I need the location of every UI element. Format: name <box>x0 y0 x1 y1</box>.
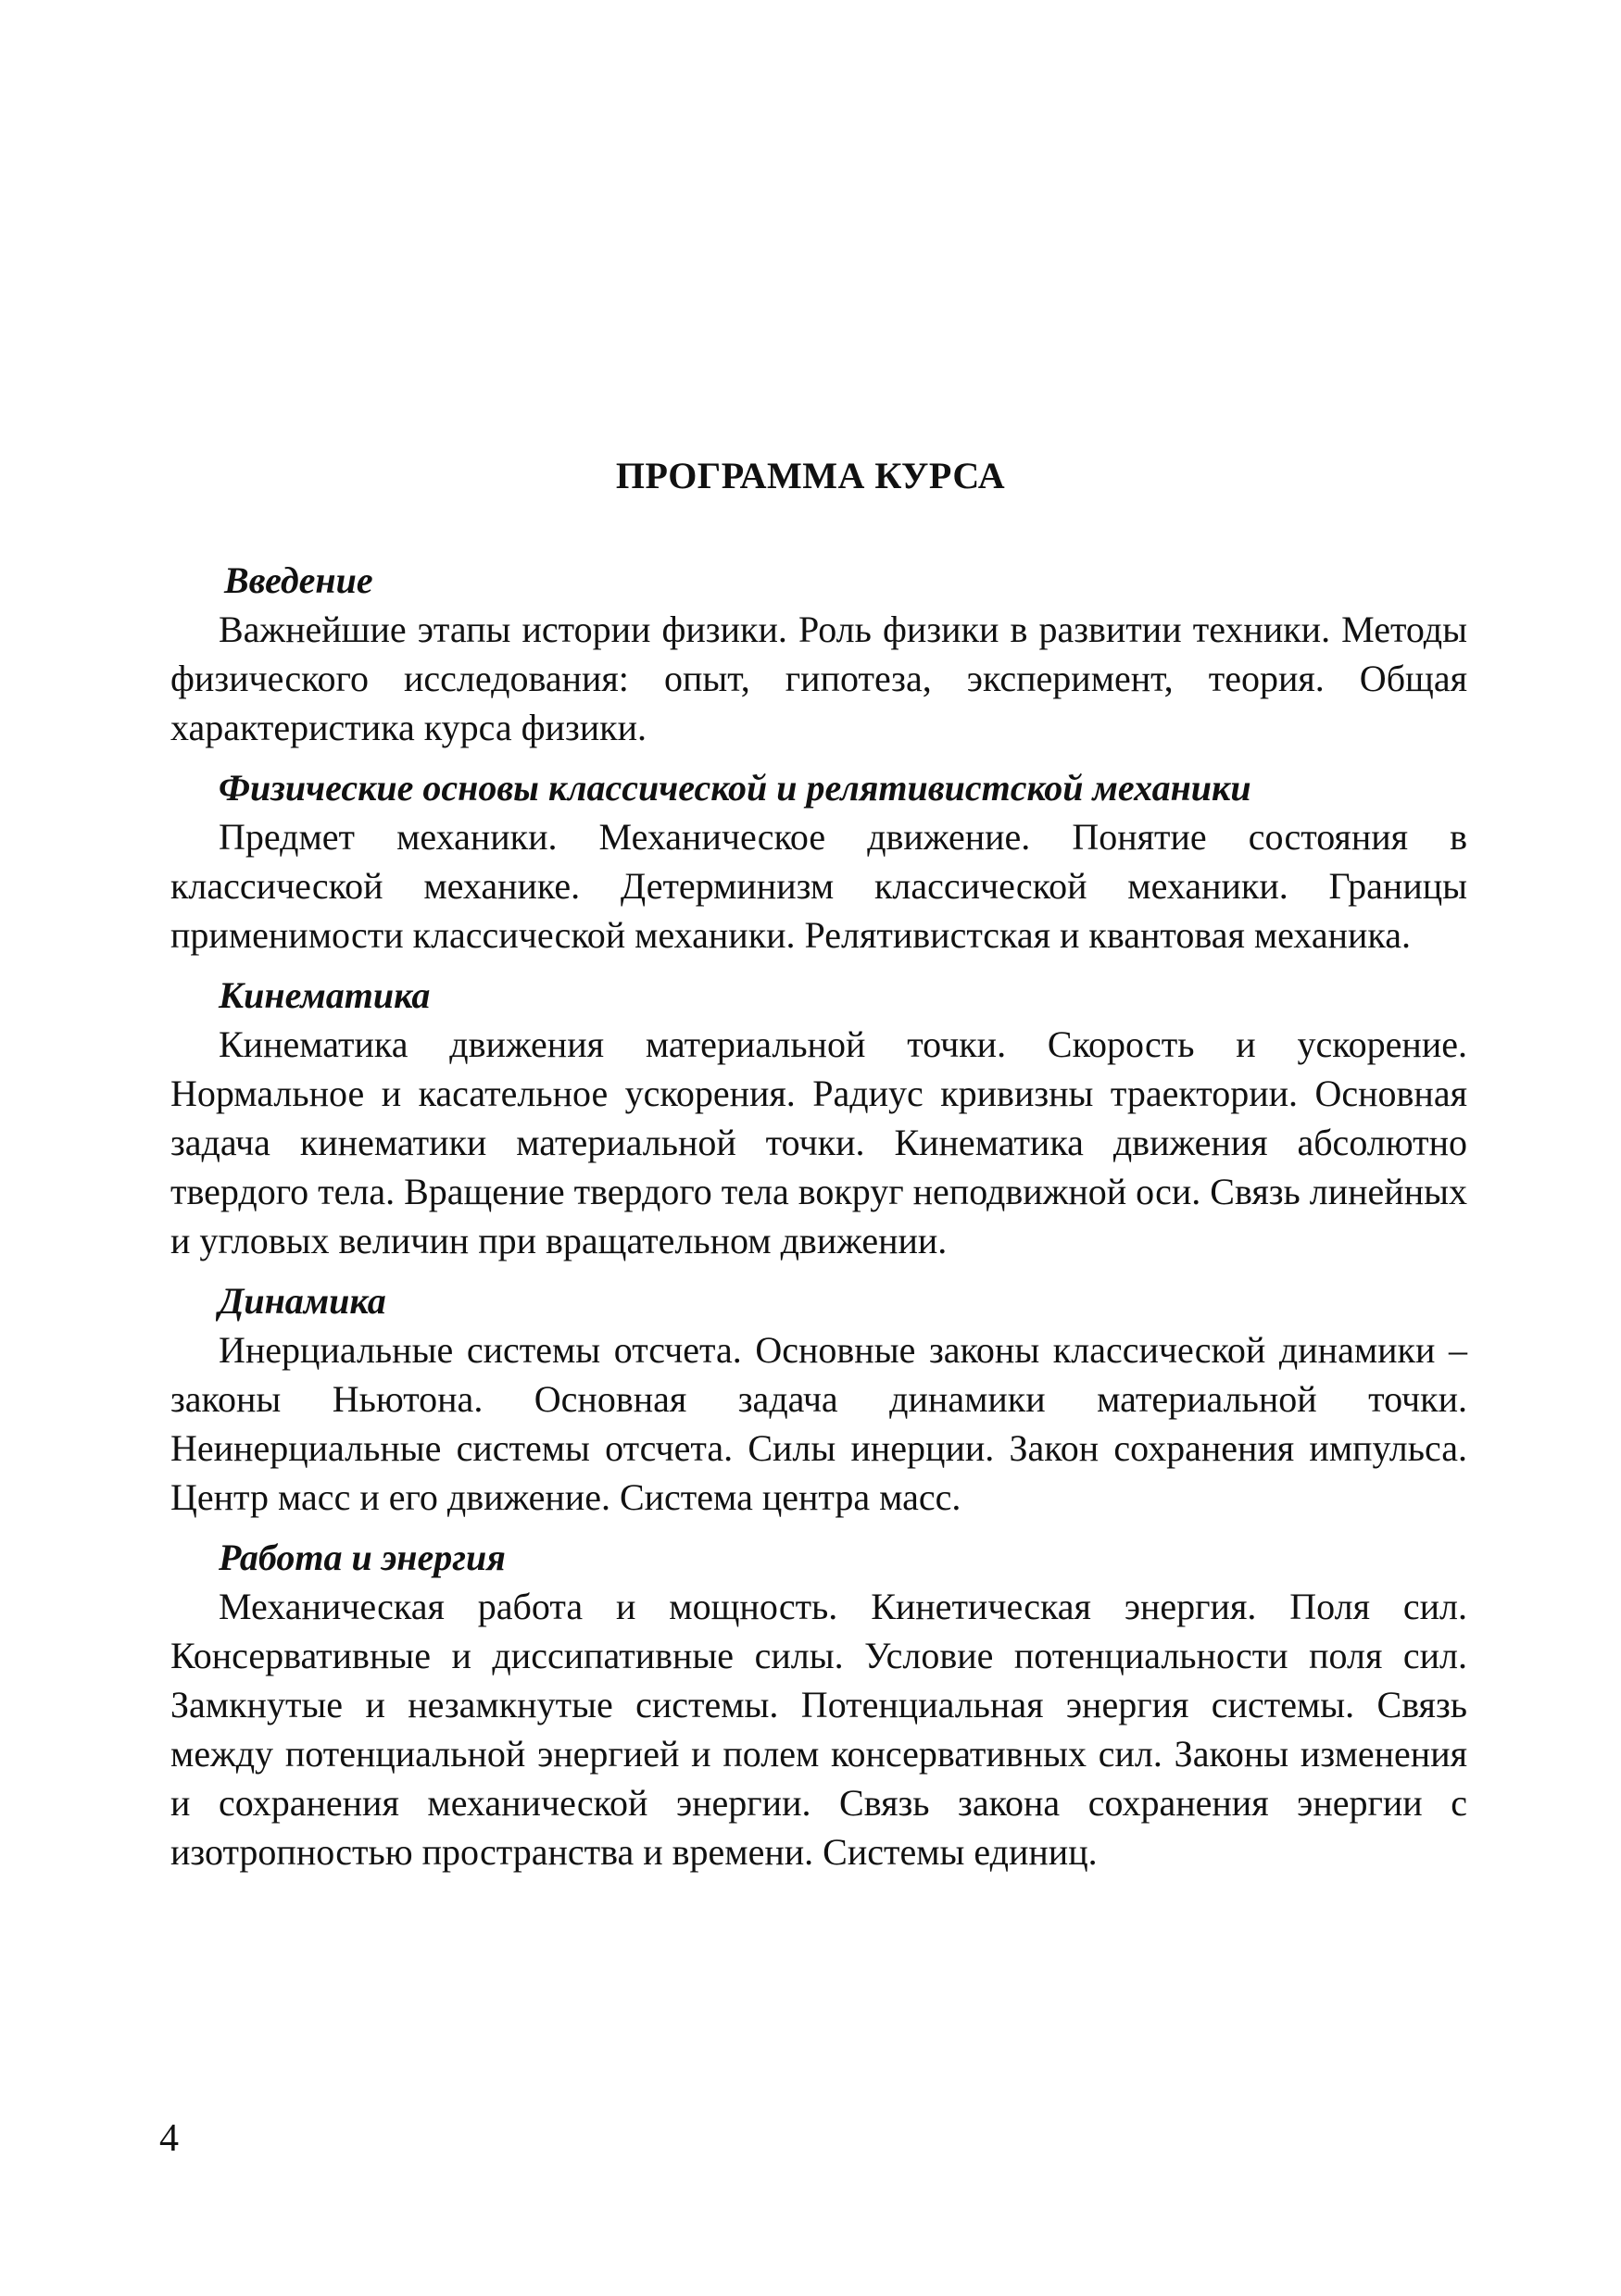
section-dynamics <box>170 1276 1467 1522</box>
page-title: ПРОГРАММА КУРСА <box>615 455 1006 496</box>
section-introduction <box>170 556 1467 752</box>
section-body: Важнейшие этапы истории физики. Роль физики в развитии техники. Методы физического исследования: опыт, гипотеза, эксперимент, теория. Общая характеристика курса физики. <box>170 609 1467 748</box>
page-number: 4 <box>159 2117 179 2160</box>
section-heading: Физические основы классической и релятивистской механики <box>219 767 1251 809</box>
section-body: Инерциальные системы отсчета. Основные законы классической динамики – законы Ньютона. Основная задача динамики материальной точки. Неинерциальные системы отсчета. Силы инерции. Закон сохранения импульса. Центр масс и его движение. Система центра масс. <box>170 1329 1467 1518</box>
section-heading: Кинематика <box>219 974 431 1016</box>
section-mechanics-foundations <box>170 763 1467 960</box>
section-kinematics <box>170 971 1467 1265</box>
course-program-content <box>170 556 1467 1876</box>
section-body: Кинематика движения материальной точки. Скорость и ускорение. Нормальное и касательное ускорения. Радиус кривизны траектории. Основная задача кинематики материальной точки. Кинематика движения абсолютно твердого тела. Вращение твердого тела вокруг неподвижной оси. Связь линейных и угловых величин при вращательном движении. <box>170 1023 1467 1261</box>
section-work-and-energy <box>170 1533 1467 1876</box>
section-body: Предмет механики. Механическое движение. Понятие состояния в классической механике. Детерминизм классической механики. Границы применимости классической механики. Релятивистская и квантовая механика. <box>170 816 1467 956</box>
section-heading: Динамика <box>219 1280 386 1322</box>
section-body: Механическая работа и мощность. Кинетическая энергия. Поля сил. Консервативные и диссипативные силы. Условие потенциальности поля сил. Замкнутые и незамкнутые системы. Потенциальная энергия системы. Связь между потенциальной энергией и полем консервативных сил. Законы изменения и сохранения механической энергии. Связь закона сохранения энергии с изотропностью пространства и времени. Системы единиц. <box>170 1586 1467 1873</box>
section-heading: Введение <box>224 559 373 601</box>
section-heading: Работа и энергия <box>219 1537 506 1578</box>
